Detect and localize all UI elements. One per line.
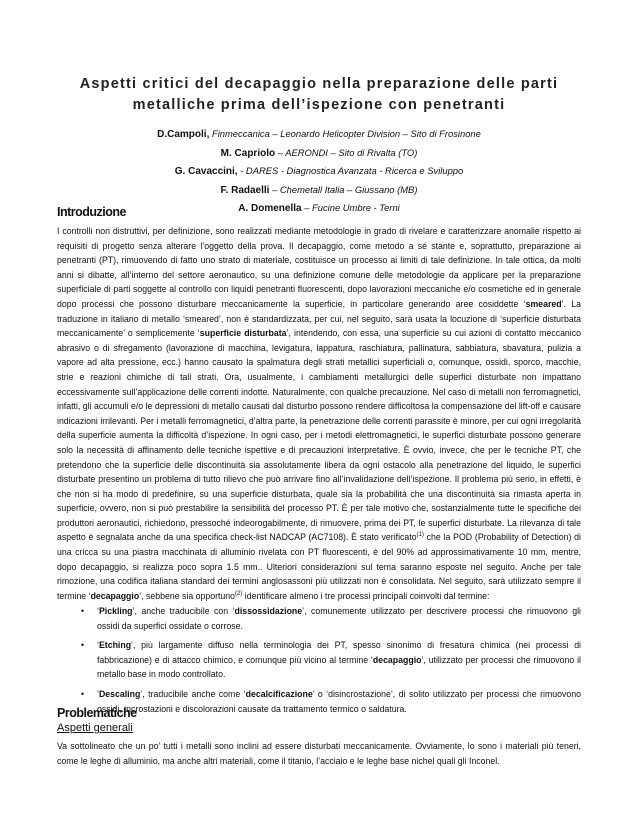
author-line (40, 144, 598, 163)
section-heading-problematiche: Problematiche (57, 706, 137, 720)
author-line (40, 181, 598, 200)
author-affiliation: – AERONDI – Sito di Rivalta (TO) (277, 146, 418, 158)
author-affiliation: - DARES - Diagnostica Avanzata - Ricerca e Sviluppo (240, 165, 464, 176)
author-name: D.Campoli, (157, 129, 210, 140)
author-name: A. Domenella (238, 203, 302, 214)
term-pickling: Pickling (98, 606, 133, 616)
bullet-icon: • (81, 688, 85, 699)
list-item: • ‘Descaling’, traducibile anche come ‘decalcificazione’ o ‘disincrostazione’, di solito utilizzato per processi che rimuovono ossidi, incrostazioni e discolorazioni causate da trattamento termico o saldatura. (81, 688, 581, 714)
intro-text (57, 224, 581, 603)
intro-text-part: I controlli non distruttivi, per definizione, sono realizzati mediante metodologie in grado di rivelare e caratterizzare anomalie rispetto ai requisiti di progetto senza alterare l’oggetto della prova. Il decapaggio, come metodo a sé stante e, soprattutto, preparazione ai penetranti (PT), rimuovendo di fatto uno strato di materiale, costituisce un processo ai limiti di tale definizione. In tale ottica, da molti anni si dibatte, all’interno del settore aeronautico, su una definizione comune delle metodologie da applicare per la preparazione superficiale di parti soggette al controllo con liquidi penetranti fluorescenti, dopo lavorazioni meccaniche e/o cosmetiche ed in generale dopo processi che possono disturbare meccanicamente la superficie, in particolare generando aree cosiddette ‘ (57, 226, 581, 309)
term-superficie-disturbata: superficie disturbata (199, 328, 287, 339)
intro-text-part: ’. La traduzione in italiano di metallo ‘smeared’, non è standardizzata, per cui, nel seguito, sarà usata la locuzione di ‘superficie disturbata meccanicamente’ o semplicemente ‘ (57, 298, 581, 339)
author-name: M. Capriolo (220, 147, 276, 159)
footnote-ref-2: (2) (235, 590, 243, 597)
author-affiliation: Finmeccanica – Leonardo Helicopter Division – Sito di Frosinone (211, 128, 481, 139)
term-decapaggio: decapaggio (372, 654, 422, 665)
footnote-ref-1: (1) (416, 532, 424, 539)
author-name: F. Radaelli (220, 184, 270, 196)
process-list (57, 604, 581, 721)
author-name: G. Cavaccini, (174, 166, 238, 177)
intro-text-part: identificare almeno i tre processi principali coinvolti dal termine: (242, 590, 490, 601)
term-decalcificazione: decalcificazione (245, 688, 313, 699)
subsection-heading-aspetti-generali: Aspetti generali (57, 722, 133, 734)
intro-paragraph (57, 224, 581, 603)
paper-title (40, 74, 598, 116)
term-decapaggio: decapaggio (90, 590, 140, 601)
general-paragraph: Va sottolineato che un po’ tutti i metalli sono inclini ad essere disturbati meccanicamente. Ovviamente, lo sono i materiali più teneri, come le leghe di alluminio, ma anche altri materiali, come il titanio, l’acciaio e le leghe base nichel quali gli Inconel. (57, 741, 581, 766)
term-dissossidazione: dissossidazione (234, 606, 303, 616)
author-line (40, 162, 598, 181)
list-item: • ‘Etching’, più largamente diffuso nella terminologia dei PT, spesso sinonimo di fresatura chimica (nei processi di fabbricazione) e di attacco chimico, e comunque più vicino al termine ‘decapaggio’, utilizzato per processi che rimuovono il metallo base in modo controllato. (81, 640, 581, 680)
title-line-1: Aspetti critici del decapaggio nella preparazione delle parti (79, 76, 559, 92)
author-line (40, 125, 598, 144)
term-descaling: Descaling (98, 688, 141, 699)
intro-text-part: che la POD (Probability of Detection) di una cricca su una piastra macchinata di alluminio rivelata con PT fluorescenti, è del 90% ad approssimativamente 10 mm, mentre, dopo decapaggio, si realizza poco sopra 1.5 mm.. Ulteriori considerazioni sul tema saranno esposte nel seguito. Anche per tale rimozione, una codifica italiana standard dei termini anglosassoni più utilizzati non è consolidata. Nel seguito, sarà utilizzato sempre il termine ‘ (57, 532, 581, 601)
title-line-2: metalliche prima dell’ispezione con penetranti (132, 97, 506, 113)
author-affiliation: – Fucine Umbre - Terni (304, 202, 400, 213)
term-etching: Etching (98, 640, 132, 651)
author-affiliation: – Chemetall Italia – Giussano (MB) (272, 183, 418, 195)
author-list (40, 125, 598, 218)
section-heading-introduzione: Introduzione (57, 205, 126, 219)
bullet-icon: • (81, 640, 85, 651)
term-smeared: smeared (525, 298, 562, 309)
bullet-icon: • (81, 606, 85, 616)
intro-text-part: ’, sebbene sia opportuno (139, 590, 236, 601)
list-item: • ‘Pickling’, anche traducibile con ‘dissossidazione’, comunemente utilizzato per descrivere processi che rimuovono gli ossidi da superfici ossidate o corrose. (81, 606, 582, 631)
intro-text-part: ’, intendendo, con essa, una superficie su cui azioni di contatto meccanico abrasivo o di sfregamento (lavorazione di macchina, levigatura, lappatura, raschiatura, pallinatura, sabbiatura, sbavatura, pulizia a vapore ad alta pressione, ecc.) hanno causato la spalmatura degli strati metallici superficiali o, comunque, ossidi, sporco, macchie, strie e reazioni chimiche di tali strati. Ora, usualmente, i cambiamenti metallurgici delle superfici disturbate non impattano eccessivamente sull’applicazione delle correnti indotte. Naturalmente, con qualche precauzione. Nel caso di metalli non ferromagnetici, infatti, gli accumuli e/o le depressioni di metallo causati dal disturbo possono rendere difficoltosa la compensazione del lift-off e causare indicazioni irrilevanti. Per i metalli ferromagnetici, d’altra parte, la penetrazione delle correnti parassite è minore, per cui ogni irregolarità della superficie aumenta la difficoltà d’ispezione. In ogni caso, per i metodi elettromagnetici, le superfici disturbate possono generare solo la necessità di affinamento delle tecniche ispettive e di precauzioni interpretative. È ovvio, invece, che per le tecniche PT, che pretendono che la superficie delle discontinuità sia assolutamente libera da ogni ostacolo alla penetrazione del liquido, le superfici disturbate presentino un problema di tutto rilievo che può arrivare fino all’invalidazione dell’ispezione. Il problema più serio, in effetti, è che non si ha modo di predefinire, su una superficie disturbata, quale sia la probabilità che una discontinuità sia rimasta aperta in superficie, ovvero, non si può prestabilire la sensibilità del processo PT. È per tale motivo che, sostanzialmente tutte le specifiche dei produttori aeronautici, richiedono, pressoché indeorogabilmente, di rimuovere, prima dei PT, le superfici disturbate. La rilevanza di tale aspetto è segnalata anche da una specifica check-list NADCAP (AC7108). È stato verificato (57, 328, 581, 543)
